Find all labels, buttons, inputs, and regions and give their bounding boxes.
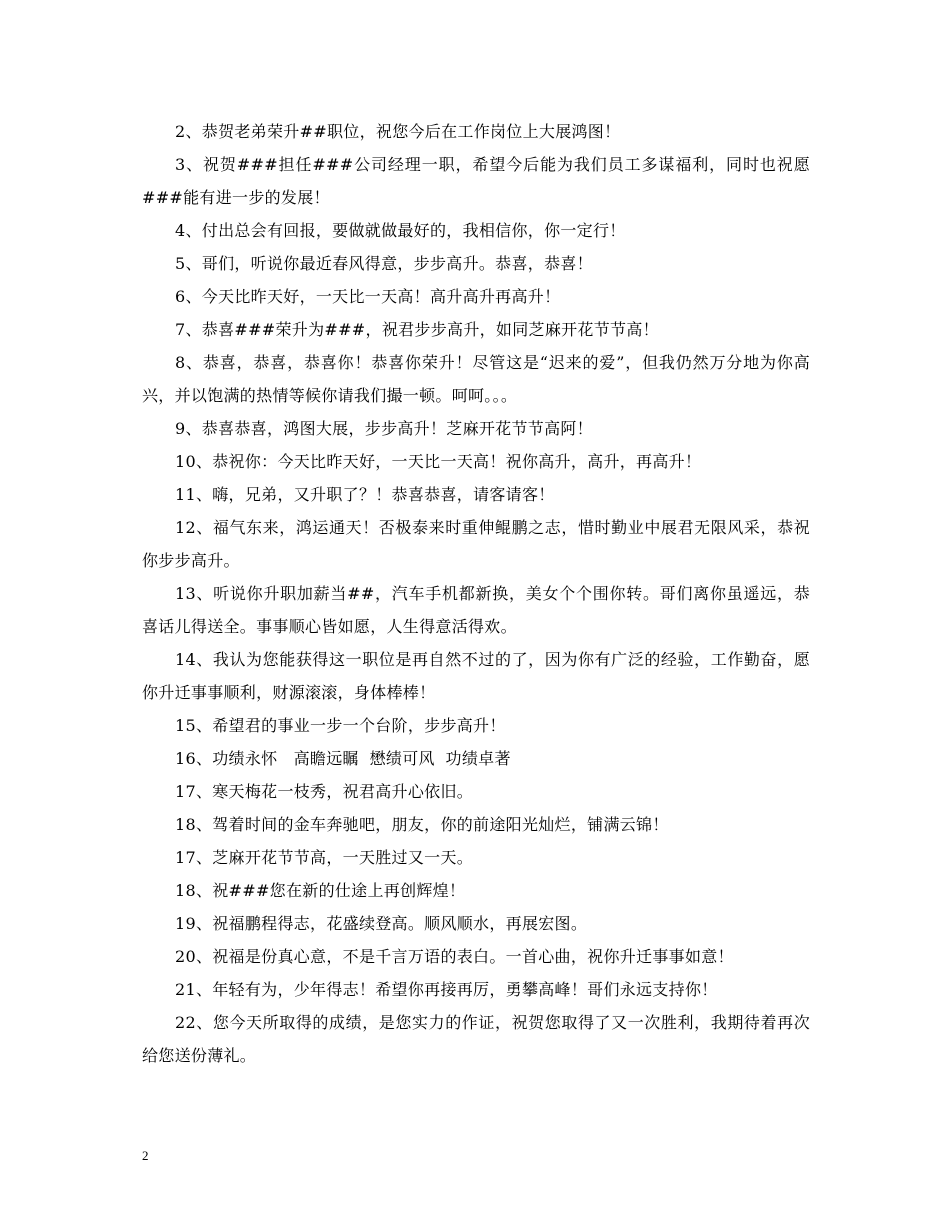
paragraph: 9、恭喜恭喜，鸿图大展，步步高升！芝麻开花节节高阿！ <box>175 419 593 438</box>
paragraph: 18、驾着时间的金车奔驰吧，朋友，你的前途阳光灿烂，铺满云锦！ <box>175 815 669 834</box>
paragraph: 20、祝福是份真心意，不是千言万语的表白。一首心曲，祝你升迁事事如意！ <box>175 947 734 966</box>
paragraph: 11、嗨，兄弟，又升职了？！恭喜恭喜，请客请客！ <box>175 485 555 504</box>
paragraph: 12、福气东来，鸿运通天！否极泰来时重伸鲲鹏之志，惜时勤业中展君无限风采，恭祝你步步高升。 <box>142 518 810 570</box>
page-number: 2 <box>142 1148 149 1163</box>
paragraph: 17、寒天梅花一枝秀，祝君高升心依旧。 <box>175 782 474 801</box>
paragraph: 15、希望君的事业一步一个台阶，步步高升！ <box>175 716 506 735</box>
paragraph: 13、听说你升职加薪当##，汽车手机都新换，美女个个围你转。哥们离你虽遥远，恭喜话儿得送全。事事顺心皆如愿，人生得意活得欢。 <box>142 584 810 636</box>
paragraph: 2、恭贺老弟荣升##职位，祝您今后在工作岗位上大展鸿图！ <box>175 122 621 141</box>
paragraph: 5、哥们，听说你最近春风得意，步步高升。恭喜，恭喜！ <box>175 254 593 273</box>
paragraph: 4、付出总会有回报，要做就做最好的，我相信你，你一定行！ <box>175 221 626 240</box>
paragraph: 18、祝###您在新的仕途上再创辉煌！ <box>175 881 466 900</box>
paragraph: 8、恭喜，恭喜，恭喜你！恭喜你荣升！尽管这是“迟来的爱”，但我仍然万分地为你高兴，并以饱满的热情等候你请我们撮一顿。呵呵。。。 <box>142 353 810 405</box>
paragraph: 3、祝贺###担任###公司经理一职，希望今后能为我们员工多谋福利，同时也祝愿###能有进一步的发展！ <box>142 155 810 207</box>
paragraph: 6、今天比昨天好，一天比一天高！高升高升再高升！ <box>175 287 561 306</box>
paragraph: 17、芝麻开花节节高，一天胜过又一天。 <box>175 848 474 867</box>
paragraph: 19、祝福鹏程得志，花盛续登高。顺风顺水，再展宏图。 <box>175 914 588 933</box>
paragraph: 16、功绩永怀 高瞻远瞩 懋绩可风 功绩卓著 <box>175 749 511 768</box>
paragraph: 14、我认为您能获得这一职位是再自然不过的了，因为你有广泛的经验，工作勤奋，愿你升迁事事顺利，财源滚滚，身体棒棒！ <box>142 650 810 702</box>
paragraph: 22、您今天所取得的成绩，是您实力的作证，祝贺您取得了又一次胜利，我期待着再次给您送份薄礼。 <box>142 1013 810 1065</box>
paragraph: 7、恭喜###荣升为###，祝君步步高升，如同芝麻开花节节高！ <box>175 320 659 339</box>
document-body <box>142 115 810 1072</box>
paragraph: 21、年轻有为，少年得志！希望你再接再厉，勇攀高峰！哥们永远支持你！ <box>175 980 718 999</box>
paragraph: 10、恭祝你：今天比昨天好，一天比一天高！祝你高升，高升，再高升！ <box>175 452 702 471</box>
